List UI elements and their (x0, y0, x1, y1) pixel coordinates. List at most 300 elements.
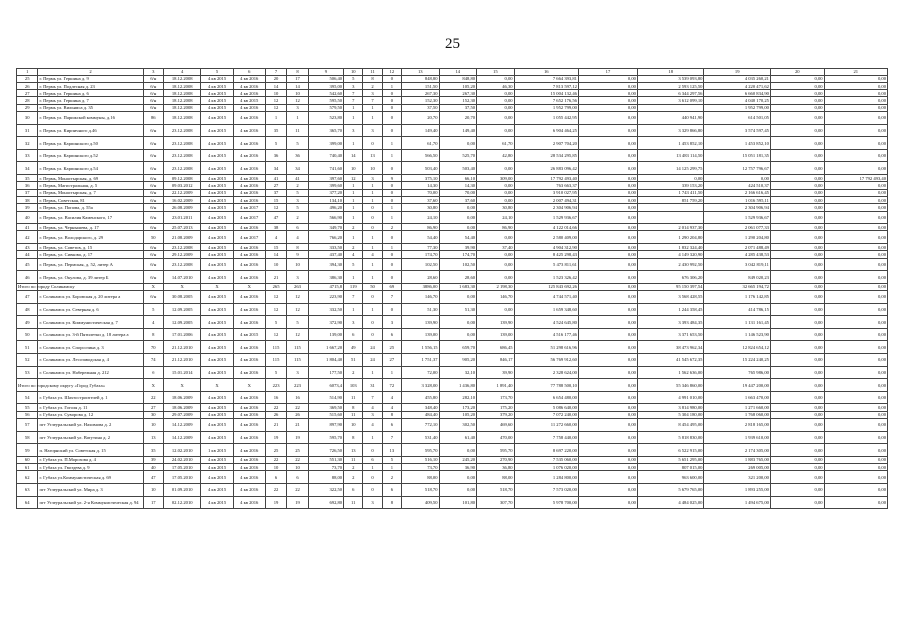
table-cell: 0,00 (770, 391, 824, 404)
table-cell: 0,00 (578, 137, 637, 150)
table-cell: 1 (344, 137, 363, 150)
table-cell: 3 393 484,35 (637, 316, 704, 329)
table-cell: 11 272 660,00 (514, 419, 578, 432)
table-cell: 4 кв 2015 (201, 496, 233, 509)
table-cell: 11 (344, 411, 363, 418)
table-cell: 0,00 (578, 328, 637, 341)
table-cell: 61,70 (402, 137, 440, 150)
table-cell: 12.09.2005 (163, 303, 201, 316)
table-cell (637, 104, 704, 111)
table-cell: 73,70 (402, 464, 440, 471)
table-cell: 0,00 (578, 112, 637, 125)
column-number: 13 (402, 69, 440, 76)
table-cell: 4 904 312,90 (514, 244, 578, 251)
table-cell: 10 (287, 464, 308, 471)
table-cell: 0 (382, 251, 401, 258)
table-cell: б/н (143, 211, 163, 224)
table-cell: 2 328 624,00 (514, 366, 578, 379)
table-cell: 16 (287, 391, 308, 404)
table-cell: 0,00 (578, 316, 637, 329)
table-cell: 0,00 (824, 149, 887, 162)
table-cell: 17.01.2006 (163, 328, 201, 341)
table-cell: 692,80 (308, 496, 343, 509)
table-cell: 4 кв 2016 (233, 271, 265, 284)
table-cell: 525,70 (439, 149, 477, 162)
table-cell: 1 556,15 (402, 341, 440, 354)
table-cell: г. Губаха ул. Гоголя д. 11 (38, 404, 143, 411)
table-cell: 25 (287, 444, 308, 457)
table-cell: 24,10 (402, 211, 440, 224)
table-cell: б/н (143, 75, 163, 82)
table-cell: 4 кв 2016 (233, 104, 265, 111)
table-cell: 223,90 (308, 291, 343, 304)
table-cell: 4 кв 2016 (233, 196, 265, 203)
table-cell: б/н (143, 291, 163, 304)
table-cell: 49 (17, 316, 38, 329)
table-cell: г. Соликамск ул. Спорсозина д. 3 (38, 341, 143, 354)
table-cell: 4 кв 2016 (233, 411, 265, 418)
table-cell: 0 (363, 316, 382, 329)
table-cell: 531,40 (402, 431, 440, 444)
table-cell: 7 (344, 97, 363, 104)
table-cell: 86 (143, 112, 163, 125)
table-cell: 1 832 324,40 (637, 244, 704, 251)
table-cell: 349,70 (308, 224, 343, 231)
table-cell: 0,00 (770, 303, 824, 316)
table-cell: 3 (363, 124, 382, 137)
table-cell: 0,00 (704, 175, 771, 182)
table-cell: 1 562 636,00 (637, 366, 704, 379)
column-number: 19 (704, 69, 771, 76)
table-cell: 27 (143, 404, 163, 411)
table-cell: 15.01.2014 (163, 366, 201, 379)
table-cell: 1 683,30 (439, 283, 477, 290)
table-cell: 177,50 (308, 366, 343, 379)
table-cell: 848,80 (439, 75, 477, 82)
table-cell: 28 534 295,85 (514, 149, 578, 162)
table-cell: 35 (17, 175, 38, 182)
table-row (17, 431, 888, 444)
table-cell: б/н (143, 97, 163, 104)
table-cell: 0 (382, 97, 401, 104)
table-cell: 3 (287, 271, 308, 284)
table-cell: 24 (363, 341, 382, 354)
table-cell: 29.07.2009 (163, 411, 201, 418)
table-cell: 12.02.2010 (163, 444, 201, 457)
table-cell: 12 (287, 97, 308, 104)
table-cell: 36 (287, 149, 308, 162)
table-cell: 3 910 027,95 (514, 189, 578, 196)
table-cell: 8 (382, 496, 401, 509)
table-cell: 0,00 (770, 444, 824, 457)
table-cell: 0,00 (439, 444, 477, 457)
table-cell: 12 (265, 291, 286, 304)
table-cell: 6 (382, 484, 401, 497)
table-cell: 1 (344, 231, 363, 244)
table-cell: 0 (382, 162, 401, 175)
table-cell: 763 663,37 (514, 182, 578, 189)
table-row (17, 484, 888, 497)
table-cell: 1 (344, 104, 363, 111)
table-cell: 1 (344, 303, 363, 316)
table-cell: 21 (287, 419, 308, 432)
table-cell: 146,70 (477, 291, 515, 304)
table-cell: 4 122 014,66 (514, 224, 578, 231)
table-cell: 103 (344, 379, 363, 392)
table-cell: 1 768 060,00 (704, 411, 771, 418)
table-cell: 1 743 411,50 (637, 189, 704, 196)
table-cell: 29 (17, 104, 38, 111)
table-cell: 173,70 (477, 391, 515, 404)
table-cell: 14,30 (439, 182, 477, 189)
table-cell: г. Соликамск ул. Лесозаводская д. 4 (38, 354, 143, 367)
table-cell: 3 (363, 411, 382, 418)
table-cell (637, 211, 704, 224)
table-cell: 4 кв 2015 (201, 90, 233, 97)
table-cell: 551,30 (308, 456, 343, 463)
table-cell: 22 (143, 391, 163, 404)
table-cell: 5 (265, 316, 286, 329)
table-cell: 8 (382, 411, 401, 418)
table-cell: 51,30 (439, 303, 477, 316)
table-cell: 0,00 (578, 251, 637, 258)
table-cell: 12 824 654,12 (704, 341, 771, 354)
table-cell: 22 (287, 484, 308, 497)
table-cell: 542,60 (308, 90, 343, 97)
table-cell: 4 кв 2015 (201, 112, 233, 125)
table-cell: 39,90 (439, 244, 477, 251)
column-number: 9 (308, 69, 343, 76)
table-cell: 3 (363, 90, 382, 97)
table-cell: 70 (143, 341, 163, 354)
table-cell: 17 (143, 496, 163, 509)
table-row (17, 456, 888, 463)
table-cell: 0,00 (578, 291, 637, 304)
table-cell: 30,80 (477, 204, 515, 211)
table-cell: 1 (382, 149, 401, 162)
table-cell: 13 483 114,50 (637, 149, 704, 162)
table-cell: 4 991 010,00 (637, 391, 704, 404)
table-cell: 741,60 (308, 162, 343, 175)
table-cell: 31 (363, 379, 382, 392)
table-cell: 3 (363, 496, 382, 509)
table-cell: 0,00 (824, 354, 887, 367)
table-cell: б/н (143, 162, 163, 175)
table-cell: 0,00 (578, 366, 637, 379)
table-cell: б/н (143, 271, 163, 284)
table-cell: 516,10 (402, 456, 440, 463)
table-cell: 174,70 (402, 251, 440, 258)
table-cell: г. Пермь, ул. Чернышева, д. 17 (38, 224, 143, 231)
table-cell: 54,40 (439, 231, 477, 244)
table-cell: 21.12.2010 (163, 354, 201, 367)
table-cell: 348,40 (402, 404, 440, 411)
table-cell: г. Пермь, ул. Василия Каменского, 17 (38, 211, 143, 224)
table-cell: 1 453 852,10 (637, 137, 704, 150)
table-cell: 5 818 830,00 (637, 431, 704, 444)
table-cell: 0 (363, 328, 382, 341)
table-cell: 0,00 (824, 316, 887, 329)
table-cell: 0,00 (824, 366, 887, 379)
table-cell: 518,70 (477, 484, 515, 497)
table-cell: 0 (382, 124, 401, 137)
table-cell: 0 (363, 204, 382, 211)
table-cell: 515,60 (308, 411, 343, 418)
table-cell: 0,00 (578, 271, 637, 284)
table-cell: 6 (287, 471, 308, 484)
table-cell: 47 (17, 291, 38, 304)
table-cell: 10 (344, 162, 363, 175)
table-cell: 25.07.2013 (163, 224, 201, 231)
table-cell: 0,00 (578, 484, 637, 497)
table-cell: X (163, 283, 201, 290)
table-cell: 4 кв 2016 (233, 456, 265, 463)
table-cell: 0,00 (578, 419, 637, 432)
table-row (17, 244, 888, 251)
table-cell: 0,00 (578, 124, 637, 137)
table-cell: 455,80 (402, 391, 440, 404)
table-cell: 595,50 (308, 97, 343, 104)
table-cell: 5 (287, 316, 308, 329)
table-cell: г. Пермь, ул. Попова, д. 55а (38, 204, 143, 211)
table-cell: 3 (287, 366, 308, 379)
table-cell: 101,80 (439, 496, 477, 509)
table-cell: 4 220 471,62 (704, 82, 771, 89)
table-cell: г. Пермь, ул. Сивкова, д. 17 (38, 251, 143, 258)
table-cell: 51 (17, 341, 38, 354)
table-cell: 09.03.2012 (163, 182, 201, 189)
table-cell: 0,00 (477, 231, 515, 244)
table-cell: 5 679 765,00 (637, 484, 704, 497)
table-cell: 2 818 165,00 (704, 419, 771, 432)
table-cell: 4 (363, 251, 382, 258)
table-cell: 41 (287, 175, 308, 182)
table-cell: 395,00 (308, 82, 343, 89)
table-cell: 4 (265, 231, 286, 244)
table-cell: 4 кв 2016 (233, 464, 265, 471)
table-cell: 4 кв 2015 (201, 328, 233, 341)
table-cell: 134,10 (308, 196, 343, 203)
table-cell: 1 (363, 231, 382, 244)
table-cell: 18.12.2008 (163, 82, 201, 89)
table-cell: X (143, 379, 163, 392)
table-cell: 16 (265, 391, 286, 404)
table-cell: 0,00 (578, 189, 637, 196)
table-cell: 27 (17, 90, 38, 97)
table-cell: 267,30 (439, 90, 477, 97)
table-cell: 5 (382, 456, 401, 463)
table-cell: 4 (382, 391, 401, 404)
table-cell: 1 176 142,85 (704, 291, 771, 304)
table-cell: 1 290 204,80 (637, 231, 704, 244)
table-cell: 0 (363, 137, 382, 150)
table-cell: 4 кв 2015 (201, 175, 233, 182)
table-cell: 0,00 (824, 471, 887, 484)
table-cell: 1 (363, 258, 382, 271)
table-cell: 905,20 (439, 354, 477, 367)
table-cell: г. Пермь ул. Гершина д. 7 (38, 97, 143, 104)
table-cell: 0,00 (477, 182, 515, 189)
table-cell: 0,00 (770, 484, 824, 497)
table-cell: 53 (17, 366, 38, 379)
table-cell: 0,00 (824, 341, 887, 354)
table-row (17, 211, 888, 224)
table-cell: 0,00 (770, 104, 824, 111)
table-cell: 4 кв 2016 (233, 251, 265, 258)
table-cell: 0,00 (770, 251, 824, 258)
table-cell: 21.12.2010 (163, 341, 201, 354)
table-cell: 1 (363, 112, 382, 125)
table-cell: 4 кв 2015 (201, 411, 233, 418)
table-cell: 0,00 (477, 251, 515, 258)
table-cell: 173,20 (439, 404, 477, 411)
table-cell: 1 271 660,00 (704, 404, 771, 411)
table-cell: 0,00 (824, 291, 887, 304)
table-cell: 64 (17, 496, 38, 509)
table-cell: б/н (143, 196, 163, 203)
table-cell: 1 893 255,00 (704, 484, 771, 497)
table-cell: 10 (363, 162, 382, 175)
table-cell: б/н (143, 189, 163, 196)
table-cell: 846,17 (477, 354, 515, 367)
table-cell: 440 941,90 (637, 112, 704, 125)
table-cell: 14,30 (402, 182, 440, 189)
table-cell: 4 кв 2016 (233, 244, 265, 251)
table-cell: 0,00 (824, 328, 887, 341)
table-cell: 595,70 (308, 431, 343, 444)
table-cell: 23.12.2008 (163, 137, 201, 150)
table-cell: 0,00 (578, 303, 637, 316)
table-cell: 369,50 (308, 404, 343, 411)
table-cell: 09.12.2008 (163, 175, 201, 182)
table-cell: 7 813 597,12 (514, 82, 578, 89)
table-row (17, 419, 888, 432)
table-cell: 0,00 (824, 244, 887, 251)
table-cell: 339 153,20 (637, 182, 704, 189)
table-cell: 5 (265, 366, 286, 379)
table-row (17, 104, 888, 111)
table-cell: 20,70 (402, 112, 440, 125)
table-cell: 26 (17, 82, 38, 89)
table-cell: 1 (344, 271, 363, 284)
table-cell: 30 (143, 411, 163, 418)
table-cell: 25 (265, 444, 286, 457)
table-cell: 2 (287, 211, 308, 224)
table-cell: 3 (363, 175, 382, 182)
table-cell: 19 (265, 496, 286, 509)
table-cell: 62 (17, 471, 38, 484)
table-cell: 0,00 (770, 211, 824, 224)
table-cell: 0,00 (824, 82, 887, 89)
table-cell: 13 (344, 444, 363, 457)
table-row (17, 149, 888, 162)
table-cell: 4 кв 2016 (233, 124, 265, 137)
table-cell: 19 (287, 496, 308, 509)
table-cell: 726,50 (308, 444, 343, 457)
table-cell: Итого по городскому округу «Город Губаха» (17, 379, 38, 392)
table-cell: 0,00 (477, 271, 515, 284)
table-cell: 4 кв 2017 (233, 231, 265, 244)
table-cell: 4 кв 2016 (233, 341, 265, 354)
table-cell: 766,20 (308, 231, 343, 244)
table-cell: 2 198,30 (477, 283, 515, 290)
table-cell: 0,00 (824, 196, 887, 203)
table-cell: 4 кв 2015 (201, 391, 233, 404)
table-cell: б/н (143, 251, 163, 258)
column-number: 1 (17, 69, 38, 76)
table-cell: 34 (17, 162, 38, 175)
table-cell: 4 (143, 316, 163, 329)
table-cell: 7 (363, 97, 382, 104)
table-cell: 1 804,40 (308, 354, 343, 367)
table-cell: 523,80 (308, 112, 343, 125)
table-cell: 6 (363, 456, 382, 463)
table-cell: 42,80 (477, 149, 515, 162)
table-cell: 4 035 260,21 (704, 75, 771, 82)
table-cell: 0,00 (824, 456, 887, 463)
table-cell: г. Пермь ул. Кирпичного д.46 (38, 124, 143, 137)
table-cell: 0,00 (824, 104, 887, 111)
table-cell: 1 (363, 189, 382, 196)
table-cell: 1 (382, 244, 401, 251)
table-cell: г. Соликамск ул. Коммунистическая д. 7 (38, 316, 143, 329)
table-cell: 3 371 653,50 (637, 328, 704, 341)
table-cell: г. Губаха ул. П.Морозова д. 4 (38, 456, 143, 463)
table-cell: 6073,4 (308, 379, 343, 392)
table-cell: 4 кв 2015 (201, 419, 233, 432)
table-cell: 4 кв 2017 (233, 211, 265, 224)
table-cell: 1 (344, 196, 363, 203)
table-cell: 20 (265, 75, 286, 82)
table-cell: 10 (265, 258, 286, 271)
table-cell: 34 (265, 162, 286, 175)
table-cell: 0,00 (770, 258, 824, 271)
table-row (17, 271, 888, 284)
table-row (17, 291, 888, 304)
table-cell: 0 (382, 112, 401, 125)
table-cell: 19 (265, 431, 286, 444)
table-cell: 0,00 (578, 196, 637, 203)
table-cell: 12 (287, 303, 308, 316)
table-cell: 50 (17, 328, 38, 341)
table-cell: 1 055 442,95 (514, 112, 578, 125)
table-cell: 0,00 (770, 316, 824, 329)
table-cell: г. Пермь, Советская, 81 (38, 196, 143, 203)
table-cell: 0,00 (770, 291, 824, 304)
column-number: 20 (770, 69, 824, 76)
table-cell: 18.12.2008 (163, 90, 201, 97)
table-cell: 139,00 (308, 328, 343, 341)
column-number: 7 (265, 69, 286, 76)
table-row (17, 162, 888, 175)
table-cell: 4715,8 (308, 283, 343, 290)
table-cell: 26 883 096,42 (514, 162, 578, 175)
table-cell: 30,80 (402, 204, 440, 211)
table-cell: 14.07.2010 (163, 271, 201, 284)
table-cell: г. Соликамск ул. Северная д. 6 (38, 303, 143, 316)
table-cell: 24,10 (477, 211, 515, 224)
table-cell: 13 (143, 431, 163, 444)
table-cell: 15 (265, 196, 286, 203)
table-cell: 3 329 866,80 (637, 124, 704, 137)
table-cell: 4 кв 2016 (233, 391, 265, 404)
table-cell: 7 652 176,56 (514, 97, 578, 104)
column-number: 6 (233, 69, 265, 76)
table-cell: 321 200,00 (704, 471, 771, 484)
table-cell: 8 454 495,00 (637, 419, 704, 432)
table-row (17, 316, 888, 329)
table-cell: 4 кв 2016 (233, 75, 265, 82)
